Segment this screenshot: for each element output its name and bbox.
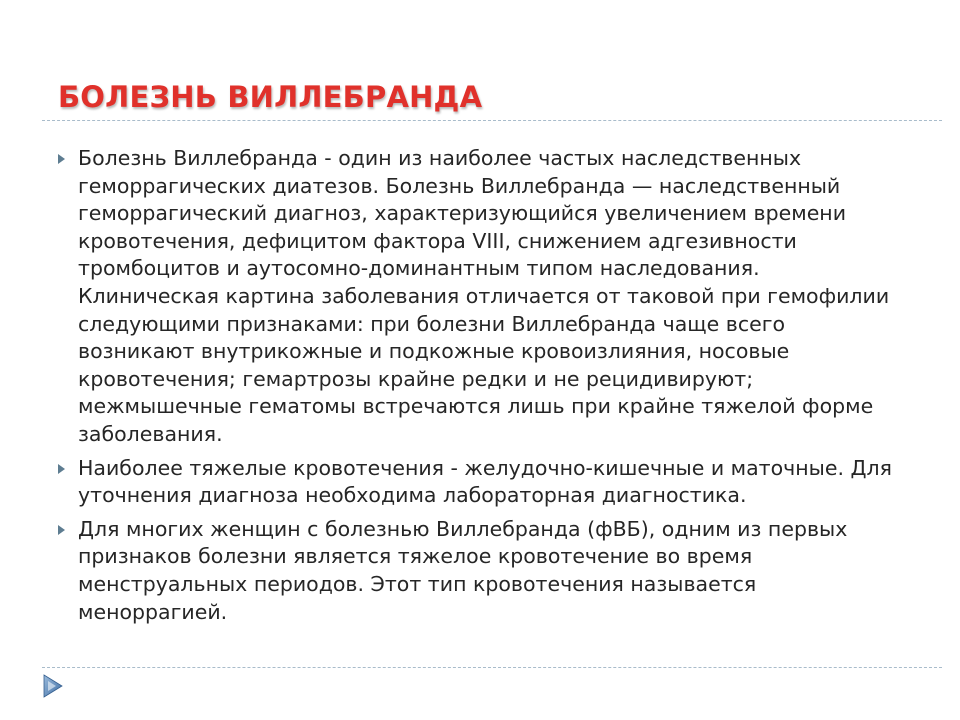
slide-title: БОЛЕЗНЬ ВИЛЛЕБРАНДА <box>58 80 483 114</box>
list-item <box>56 145 906 449</box>
triangle-bullet-icon <box>58 464 65 474</box>
triangle-bullet-icon <box>58 154 65 164</box>
list-item <box>56 455 906 510</box>
bullet-text: Для многих женщин с болезнью Виллебранда (фВБ), одним из первых признаков болезни является тяжелое кровотечение во время менструальных периодов. Этот тип кровотечения называется меноррагией. <box>78 516 848 624</box>
bottom-dashed-divider <box>42 667 942 668</box>
top-dashed-divider <box>42 120 942 121</box>
triangle-bullet-icon <box>58 525 65 535</box>
bullet-text: Болезнь Виллебранда - один из наиболее частых наследственных геморрагических диатезов. Болезнь Виллебранда — наследственный геморрагический диагноз, характеризующийся увеличением времени кровотечения, дефицитом фактора VIII, снижением адгезивности тромбоцитов и аутосомно-доминантным типом наследования. Клиническая картина заболевания отличается от таковой при гемофилии следующими признаками: при болезни Виллебранда чаще всего возникают внутрикожные и подкожные кровоизлияния, носовые кровотечения; гемартрозы крайне редки и не рецидивируют; межмышечные гематомы встречаются лишь при крайне тяжелой форме заболевания. <box>78 146 890 446</box>
bullet-text: Наиболее тяжелые кровотечения - желудочно-кишечные и маточные. Для уточнения диагноза необходима лабораторная диагностика. <box>78 455 892 508</box>
bullet-list <box>56 145 906 632</box>
list-item <box>56 516 906 626</box>
corner-triangle-icon <box>42 673 64 699</box>
